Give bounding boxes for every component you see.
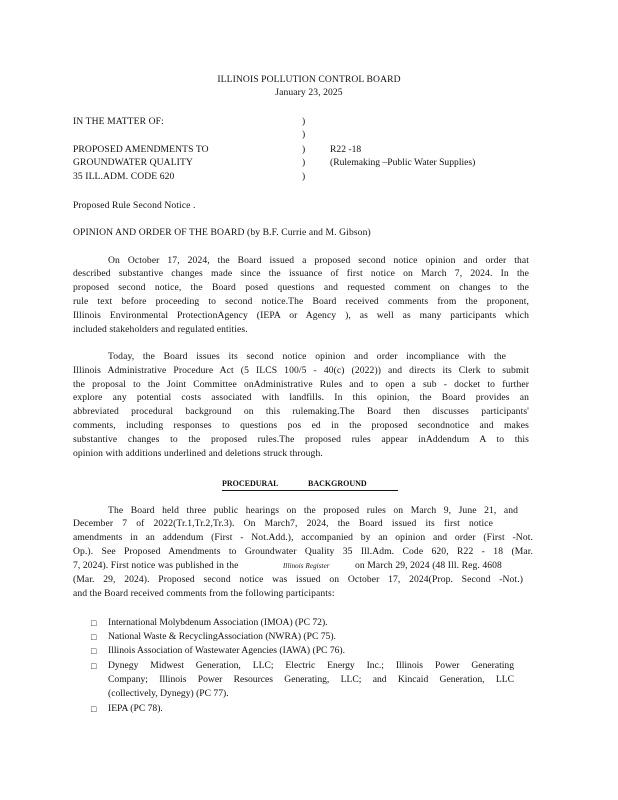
- paragraph-line: The Board held three public hearings on the proposed rules on March 9, June 21, and: [108, 505, 518, 516]
- bullet-icon: □: [91, 661, 97, 671]
- caption-paren: ): [302, 144, 306, 155]
- paragraph-line: Today, the Board issues its second notice opinion and order incompliance with the: [108, 351, 506, 362]
- italic-register: Illinois Register: [283, 562, 330, 570]
- paragraph-line: 7, 2024). First notice was published in the: [73, 560, 239, 571]
- list-item: Dynegy Midwest Generation, LLC; Electric Energy Inc.; Illinois Power Generating: [108, 660, 514, 671]
- paragraph-line: amendments in an addendum (First - Not.Add.), accompanied by an opinion and order (First -Not.: [73, 532, 533, 543]
- document-date: January 23, 2025: [275, 87, 343, 98]
- paragraph-line: abbreviated procedural background on this rulemaking.The Board then discusses participants': [73, 406, 529, 417]
- docket-number: R22 -18: [330, 144, 362, 155]
- paragraph-line: Illinois Administrative Procedure Act (5 ILCS 100/5 - 40(c) (2022)) and directs its Clerk to submit: [73, 365, 529, 376]
- bullet-icon: □: [91, 618, 97, 628]
- paragraph-line: Op.). See Proposed Amendments to Groundwater Quality 35 Ill.Adm. Code 620, R22 - 18 (Mar.: [73, 546, 533, 557]
- list-item: Company; Illinois Power Resources Generating, LLC; and Kincaid Generation, LLC: [108, 674, 514, 685]
- list-item: National Waste & RecyclingAssociation (NWRA) (PC 75).: [108, 631, 336, 642]
- caption-paren: ): [302, 157, 306, 168]
- paragraph-line: On October 17, 2024, the Board issued a proposed second notice opinion and order that: [108, 255, 529, 266]
- caption-left-line2: GROUNDWATER QUALITY: [73, 157, 193, 168]
- paragraph-line: explore any potential costs associated with landfills. In this opinion, the Board provides an: [73, 392, 529, 403]
- section-heading-word: PROCEDURAL: [222, 479, 279, 488]
- bullet-icon: □: [91, 646, 97, 656]
- paragraph-line: rule text before proceeding to second notice.The Board received comments from the proponent,: [73, 296, 529, 307]
- section-heading-word: BACKGROUND: [308, 479, 367, 488]
- paragraph-line: December 7 of 2022(Tr.1,Tr.2,Tr.3). On March7, 2024, the Board issued its first notice: [73, 518, 493, 529]
- list-item: International Molybdenum Association (IMOA) (PC 72).: [108, 617, 328, 628]
- paragraph-line: (Mar. 29, 2024). Proposed second notice was issued on October 17, 2024(Prop. Second -Not.): [73, 574, 523, 585]
- caption-paren: ): [302, 129, 306, 140]
- caption-paren: ): [302, 171, 306, 182]
- list-item: Illinois Association of Wastewater Agencies (IAWA) (PC 76).: [108, 645, 346, 656]
- caption-matter: IN THE MATTER OF:: [73, 116, 164, 127]
- document-subtitle: Proposed Rule Second Notice .: [73, 200, 196, 211]
- paragraph-line: Illinois Environmental ProtectionAgency (IEPA or Agency ), as well as many participants which: [73, 310, 529, 321]
- bullet-icon: □: [91, 704, 97, 714]
- paragraph-line: comments, including responses to questions pos ed in the proposed secondnotice and makes: [73, 420, 529, 431]
- paragraph-line: and the Board received comments from the following participants:: [73, 588, 335, 599]
- docket-description: (Rulemaking –Public Water Supplies): [330, 157, 476, 168]
- caption-left-line1: PROPOSED AMENDMENTS TO: [73, 144, 209, 155]
- paragraph-line: proposed second notice, the Board posed questions and requested comment on changes to the: [73, 282, 529, 293]
- paragraph-line: opinion with additions underlined and deletions struck through.: [73, 448, 323, 459]
- caption-paren: ): [302, 116, 306, 127]
- section-heading-procedural-background: [222, 478, 398, 491]
- list-item: (collectively, Dynegy) (PC 77).: [108, 688, 229, 699]
- paragraph-line: on March 29, 2024 (48 Ill. Reg. 4608: [355, 560, 502, 571]
- paragraph-line: substantive changes to the proposed rules.The proposed rules appear inAddendum A to this: [73, 434, 529, 445]
- caption-left-line3: 35 ILL.ADM. CODE 620: [73, 171, 175, 182]
- paragraph-line: included stakeholders and regulated entities.: [73, 324, 248, 335]
- bullet-icon: □: [91, 632, 97, 642]
- paragraph-line: the proposal to the Joint Committee onAdministrative Rules and to open a sub - docket to further: [73, 379, 529, 390]
- board-title: ILLINOIS POLLUTION CONTROL BOARD: [217, 74, 401, 85]
- list-item: IEPA (PC 78).: [108, 703, 163, 714]
- opinion-title: OPINION AND ORDER OF THE BOARD (by B.F. Currie and M. Gibson): [73, 227, 371, 238]
- paragraph-line: described substantive changes made since the issuance of first notice on March 7, 2024. In the: [73, 268, 529, 279]
